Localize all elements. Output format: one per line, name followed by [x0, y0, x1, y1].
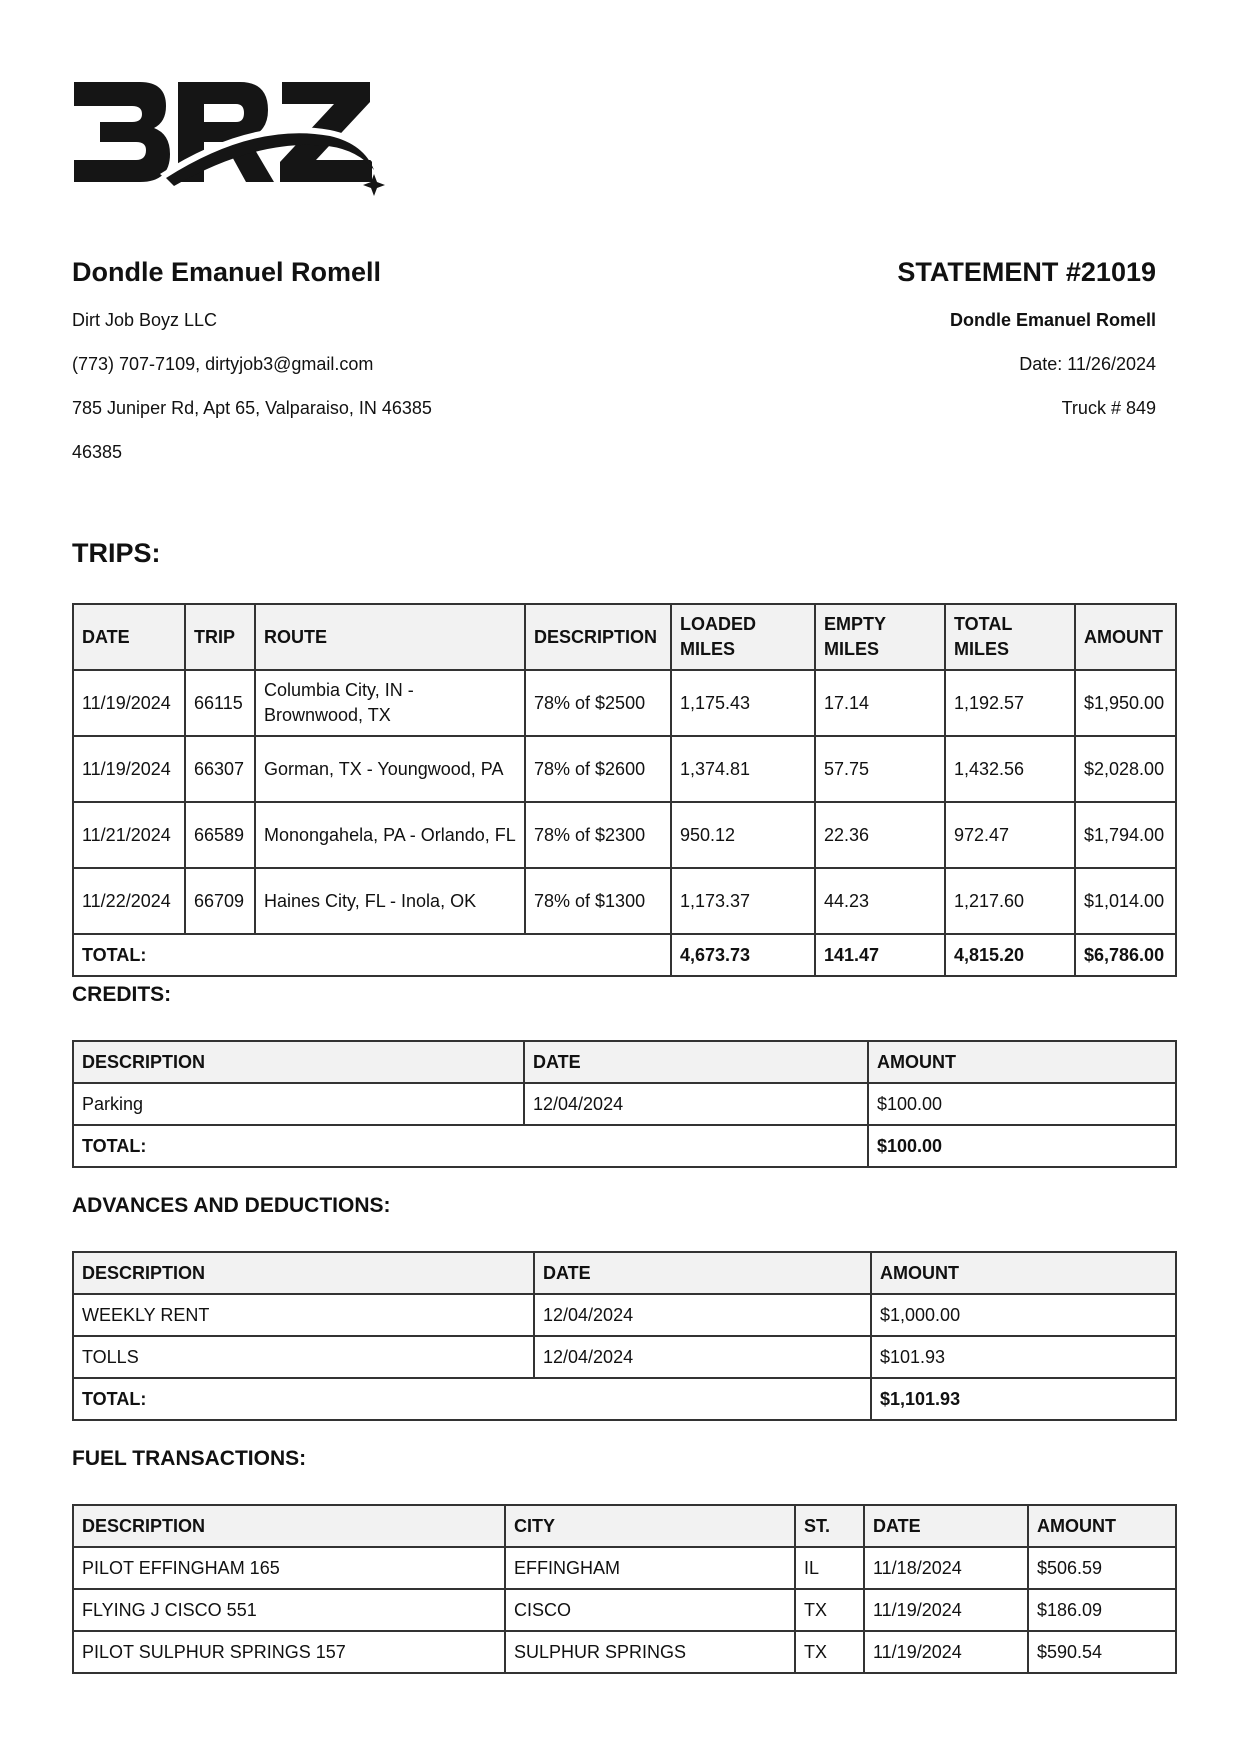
table-header-row	[73, 604, 1176, 670]
table-header-row	[73, 1252, 1176, 1294]
table-row	[73, 1547, 1176, 1589]
advances-table	[72, 1251, 1177, 1421]
column-header: DATE	[534, 1252, 871, 1294]
table-header-row	[73, 1041, 1176, 1083]
total-loaded-miles: 4,673.73	[671, 934, 815, 976]
table-cell: $1,794.00	[1075, 802, 1176, 868]
table-cell: WEEKLY RENT	[73, 1294, 534, 1336]
table-header-row	[73, 1505, 1176, 1547]
table-row	[73, 736, 1176, 802]
table-row	[73, 1336, 1176, 1378]
table-cell: Monongahela, PA - Orlando, FL	[255, 802, 525, 868]
total-label: TOTAL:	[73, 934, 671, 976]
column-header: DATE	[73, 604, 185, 670]
table-cell: 950.12	[671, 802, 815, 868]
table-cell: Parking	[73, 1083, 524, 1125]
table-cell: 11/19/2024	[864, 1589, 1028, 1631]
total-total-miles: 4,815.20	[945, 934, 1075, 976]
advances-title: ADVANCES AND DEDUCTIONS:	[72, 1194, 391, 1217]
column-header: ST.	[795, 1505, 864, 1547]
table-cell: 78% of $2500	[525, 670, 671, 736]
credits-title: CREDITS:	[72, 983, 172, 1006]
table-row	[73, 1294, 1176, 1336]
column-header: TRIP	[185, 604, 255, 670]
total-amount: $6,786.00	[1075, 934, 1176, 976]
company-name: Dondle Emanuel Romell	[72, 257, 382, 287]
table-cell: $1,000.00	[871, 1294, 1176, 1336]
table-cell: 11/19/2024	[73, 670, 185, 736]
table-cell: 66115	[185, 670, 255, 736]
table-cell: 78% of $2300	[525, 802, 671, 868]
table-cell: $2,028.00	[1075, 736, 1176, 802]
table-cell: $1,014.00	[1075, 868, 1176, 934]
column-header: DESCRIPTION	[525, 604, 671, 670]
column-header: EMPTY MILES	[815, 604, 945, 670]
table-cell: 44.23	[815, 868, 945, 934]
table-cell: Columbia City, IN - Brownwood, TX	[255, 670, 525, 736]
total-row	[73, 1378, 1176, 1420]
table-cell: TOLLS	[73, 1336, 534, 1378]
column-header: DESCRIPTION	[73, 1252, 534, 1294]
table-cell: 1,432.56	[945, 736, 1075, 802]
table-cell: TX	[795, 1589, 864, 1631]
table-cell: $101.93	[871, 1336, 1176, 1378]
table-cell: CISCO	[505, 1589, 795, 1631]
table-cell: 1,374.81	[671, 736, 815, 802]
table-cell: 12/04/2024	[524, 1083, 868, 1125]
table-row	[73, 868, 1176, 934]
table-cell: FLYING J CISCO 551	[73, 1589, 505, 1631]
table-cell: 11/21/2024	[73, 802, 185, 868]
table-cell: 78% of $1300	[525, 868, 671, 934]
column-header: DATE	[524, 1041, 868, 1083]
table-row	[73, 802, 1176, 868]
table-cell: 11/19/2024	[864, 1631, 1028, 1673]
table-cell: 11/19/2024	[73, 736, 185, 802]
table-row	[73, 1083, 1176, 1125]
total-label: TOTAL:	[73, 1378, 871, 1420]
company-zip: 46385	[72, 442, 123, 462]
table-cell: SULPHUR SPRINGS	[505, 1631, 795, 1673]
table-cell: 11/22/2024	[73, 868, 185, 934]
statement-date: Date: 11/26/2024	[1019, 354, 1156, 374]
column-header: AMOUNT	[1028, 1505, 1176, 1547]
statement-title: STATEMENT #21019	[897, 257, 1156, 287]
statement-driver: Dondle Emanuel Romell	[949, 310, 1156, 330]
column-header: AMOUNT	[1075, 604, 1176, 670]
table-cell: 1,173.37	[671, 868, 815, 934]
table-row	[73, 1631, 1176, 1673]
table-cell: 12/04/2024	[534, 1294, 871, 1336]
table-cell: $186.09	[1028, 1589, 1176, 1631]
fuel-title: FUEL TRANSACTIONS:	[72, 1447, 307, 1470]
column-header: DESCRIPTION	[73, 1505, 505, 1547]
table-cell: PILOT EFFINGHAM 165	[73, 1547, 505, 1589]
trips-title: TRIPS:	[72, 538, 161, 568]
table-cell: 22.36	[815, 802, 945, 868]
table-row	[73, 670, 1176, 736]
table-cell: 1,192.57	[945, 670, 1075, 736]
column-header: ROUTE	[255, 604, 525, 670]
table-cell: 66589	[185, 802, 255, 868]
statement-info	[636, 254, 1156, 430]
business-name: Dirt Job Boyz LLC	[72, 310, 218, 330]
table-cell: TX	[795, 1631, 864, 1673]
table-cell: 66709	[185, 868, 255, 934]
column-header: AMOUNT	[871, 1252, 1176, 1294]
column-header: AMOUNT	[868, 1041, 1176, 1083]
table-cell: $1,950.00	[1075, 670, 1176, 736]
table-cell: Haines City, FL - Inola, OK	[255, 868, 525, 934]
table-cell: 1,175.43	[671, 670, 815, 736]
total-label: TOTAL:	[73, 1125, 868, 1167]
company-contact: (773) 707-7109, dirtyjob3@gmail.com	[72, 354, 374, 374]
total-amount: $100.00	[868, 1125, 1176, 1167]
table-cell: IL	[795, 1547, 864, 1589]
company-info	[72, 254, 632, 474]
credits-table	[72, 1040, 1177, 1168]
table-cell: $100.00	[868, 1083, 1176, 1125]
table-cell: 17.14	[815, 670, 945, 736]
total-amount: $1,101.93	[871, 1378, 1176, 1420]
fuel-table	[72, 1504, 1177, 1674]
table-cell: 1,217.60	[945, 868, 1075, 934]
trips-table	[72, 603, 1177, 977]
table-cell: 78% of $2600	[525, 736, 671, 802]
table-cell: EFFINGHAM	[505, 1547, 795, 1589]
table-cell: 972.47	[945, 802, 1075, 868]
total-row	[73, 1125, 1176, 1167]
table-cell: 11/18/2024	[864, 1547, 1028, 1589]
total-row	[73, 934, 1176, 976]
table-row	[73, 1589, 1176, 1631]
statement-truck: Truck # 849	[1061, 398, 1156, 418]
total-empty-miles: 141.47	[815, 934, 945, 976]
company-logo	[70, 78, 390, 196]
table-cell: $506.59	[1028, 1547, 1176, 1589]
table-cell: 12/04/2024	[534, 1336, 871, 1378]
table-cell: 66307	[185, 736, 255, 802]
column-header: TOTAL MILES	[945, 604, 1075, 670]
column-header: LOADED MILES	[671, 604, 815, 670]
table-cell: 57.75	[815, 736, 945, 802]
table-cell: $590.54	[1028, 1631, 1176, 1673]
column-header: DESCRIPTION	[73, 1041, 524, 1083]
table-cell: Gorman, TX - Youngwood, PA	[255, 736, 525, 802]
company-address: 785 Juniper Rd, Apt 65, Valparaiso, IN 46385	[72, 398, 432, 418]
column-header: CITY	[505, 1505, 795, 1547]
column-header: DATE	[864, 1505, 1028, 1547]
table-cell: PILOT SULPHUR SPRINGS 157	[73, 1631, 505, 1673]
